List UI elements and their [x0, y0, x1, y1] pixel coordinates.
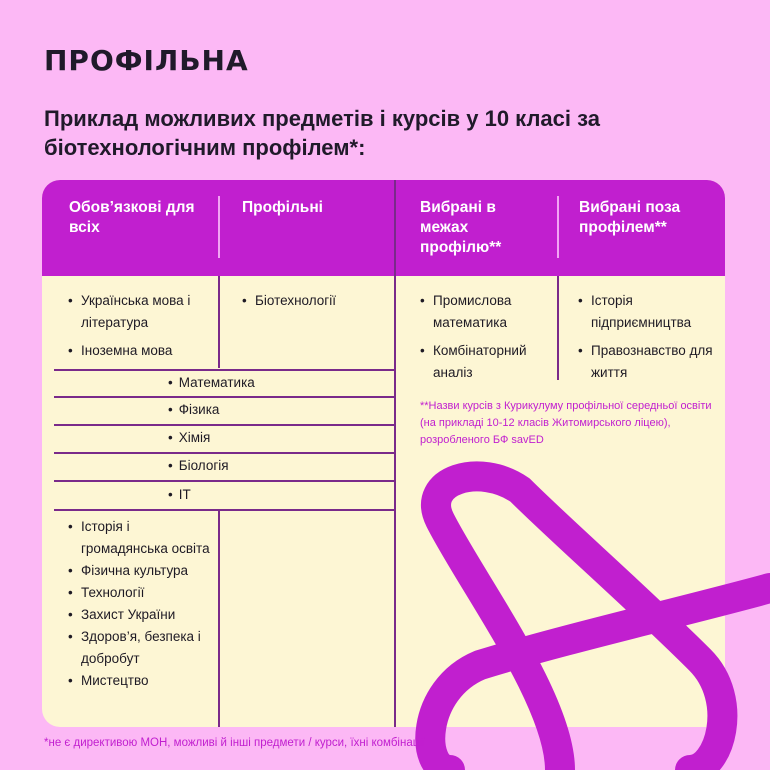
column-divider [557, 276, 559, 380]
list-item: • Фізична культура [68, 560, 218, 582]
list-item: • Українська мова і література [68, 290, 213, 334]
header-within-profile: Вибрані в межах профілю** [420, 199, 502, 256]
profile-list [242, 290, 387, 318]
header-divider [394, 180, 396, 276]
mandatory-top-list [68, 290, 213, 368]
header-divider [557, 196, 559, 258]
list-item: • Здоров’я, безпека і добробут [68, 626, 218, 670]
core-subject: • Математика [168, 375, 255, 390]
column-divider [218, 276, 220, 368]
page-title: Приклад можливих предметів і курсів у 10 класі за біотехнологічним профілем*: [44, 106, 601, 160]
core-subject: • Біологія [168, 458, 229, 473]
core-subject: • ІТ [168, 487, 191, 502]
column-divider [218, 510, 220, 727]
brand-logo: ПРОФІЛЬНА [44, 44, 249, 77]
mandatory-bottom-list [68, 516, 218, 692]
row-divider [54, 369, 394, 371]
list-item: • Технології [68, 582, 218, 604]
list-item: • Мистецтво [68, 670, 218, 692]
list-item: • Промислова математика [420, 290, 545, 334]
within-profile-list [420, 290, 545, 390]
header-mandatory: Обов’язкові для всіх [69, 199, 195, 236]
row-divider [54, 396, 394, 398]
subjects-table [42, 180, 725, 727]
list-item: • Комбінаторний аналіз [420, 340, 545, 384]
table-header [42, 180, 725, 276]
row-divider [54, 452, 394, 454]
row-divider [54, 480, 394, 482]
list-item: • Біотехнології [242, 290, 387, 312]
outside-profile-list [578, 290, 718, 390]
row-divider [54, 509, 394, 511]
list-item: • Іноземна мова [68, 340, 213, 362]
list-item: • Правознавство для життя [578, 340, 718, 384]
courses-note: **Назви курсів з Курикулуму профільної середньої освіти (на прикладі 10-12 класів Житомирського ліцею), розробленого БФ savED [420, 400, 712, 446]
header-profile: Профільні [242, 199, 323, 216]
header-outside-profile: Вибрані поза профілем** [579, 199, 681, 236]
list-item: • Історія і громадянська освіта [68, 516, 218, 560]
core-subject: • Фізика [168, 402, 220, 417]
row-divider [54, 424, 394, 426]
list-item: • Історія підприємництва [578, 290, 718, 334]
column-divider [394, 276, 396, 727]
header-divider [218, 196, 220, 258]
core-subject: • Хімія [168, 430, 211, 445]
footnote: *не є директивою МОН, можливі й інші предмети / курси, їхні комбінації [44, 737, 426, 749]
list-item: • Захист України [68, 604, 218, 626]
